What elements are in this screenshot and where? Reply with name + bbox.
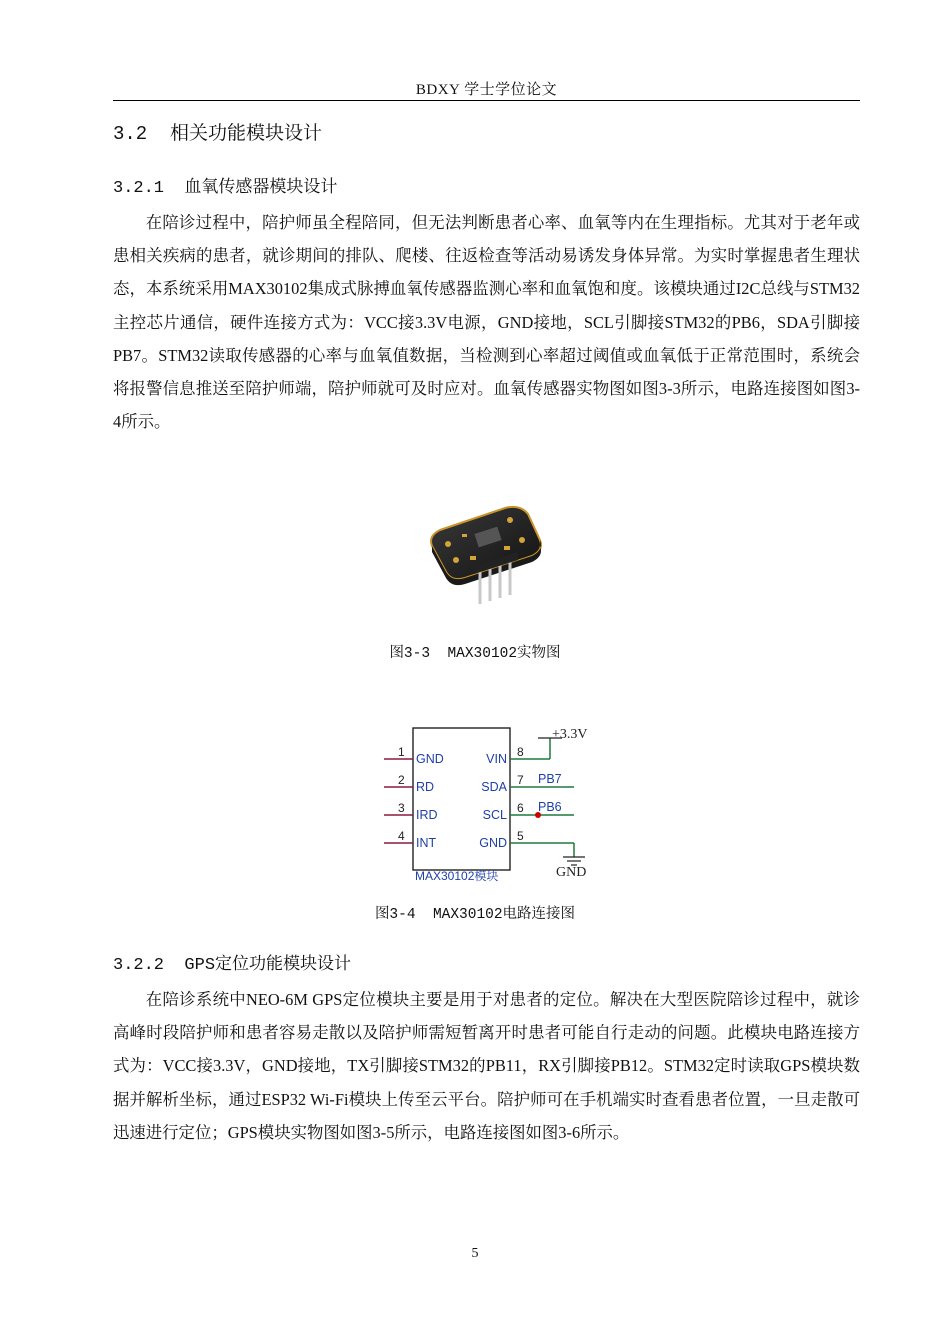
pin-name: SDA <box>481 780 507 794</box>
subsection-heading-1: 3.2.1 血氧传感器模块设计 <box>113 179 338 198</box>
max30102-photo <box>410 500 560 610</box>
supply-label: +3.3V <box>552 727 588 742</box>
paragraph-1: 在陪诊过程中，陪护师虽全程陪同，但无法判断患者心率、血氧等内在生理指标。尤其对于老年或患相关疾病的患者，就诊期间的排队、爬楼、往返检查等活动易诱发身体异常。为实时掌握患者生理状态，本系统采用MAX30102集成式脉搏血氧传感器监测心率和血氧饱和度。该模块通过I2C总线与STM32主控芯片通信，硬件连接方式为：VCC接3.3V电源，GND接地，SCL引脚接STM32的PB6，SDA引脚接PB7。STM32读取传感器的心率与血氧值数据，当检测到心率超过阈值或血氧低于正常范围时，系统会将报警信息推送至陪护师端，陪护师就可及时应对。血氧传感器实物图如图3-3所示，电路连接图如图3-4所示。 <box>113 213 860 432</box>
pin-number: 1 <box>398 745 405 759</box>
pin-number: 6 <box>517 801 524 815</box>
ground-label: GND <box>556 865 587 880</box>
figure-caption-3-4: 图3-4 MAX30102电路连接图 <box>374 907 576 923</box>
net-label-pb7: PB7 <box>538 772 562 786</box>
pin-name: GND <box>416 752 444 766</box>
pin-name: SCL <box>482 808 507 822</box>
pin-number: 7 <box>517 773 524 787</box>
pin-name: IRD <box>416 808 438 822</box>
net-label-pb6: PB6 <box>538 800 562 814</box>
pin-name: GND <box>479 836 507 850</box>
pin-number: 3 <box>398 801 405 815</box>
header-rule <box>113 100 860 101</box>
pin-number: 2 <box>398 773 405 787</box>
figure-caption-3-3: 图3-3 MAX30102实物图 <box>389 646 561 662</box>
paragraph-2: 在陪诊系统中NEO-6M GPS定位模块主要是用于对患者的定位。解决在大型医院陪诊过程中，就诊高峰时段陪护师和患者容易走散以及陪护师需短暂离开时患者可能自行走动的问题。此模块电路连接方式为：VCC接3.3V，GND接地，TX引脚接STM32的PB11，RX引脚接PB12。STM32定时读取GPS模块数据并解析坐标，通过ESP32 Wi-Fi模块上传至云平台。陪护师可在手机端实时查看患者位置，一旦走散可迅速进行定位；GPS模块实物图如图3-5所示，电路连接图如图3-6所示。 <box>113 990 860 1142</box>
page-number: 5 <box>471 1246 479 1261</box>
module-label: MAX30102模块 <box>415 869 499 883</box>
subsection-heading-2: 3.2.2 GPS定位功能模块设计 <box>113 956 352 975</box>
pin-name: INT <box>416 836 437 850</box>
section-heading: 3.2 相关功能模块设计 <box>113 123 323 145</box>
running-header: BDXY 学士学位论文 <box>415 82 558 98</box>
pin-number: 5 <box>517 829 524 843</box>
pin-number: 8 <box>517 745 524 759</box>
pin-name: VIN <box>486 752 507 766</box>
pin-number: 4 <box>398 829 405 843</box>
pin-name: RD <box>416 780 435 794</box>
circuit-schematic <box>370 720 610 890</box>
